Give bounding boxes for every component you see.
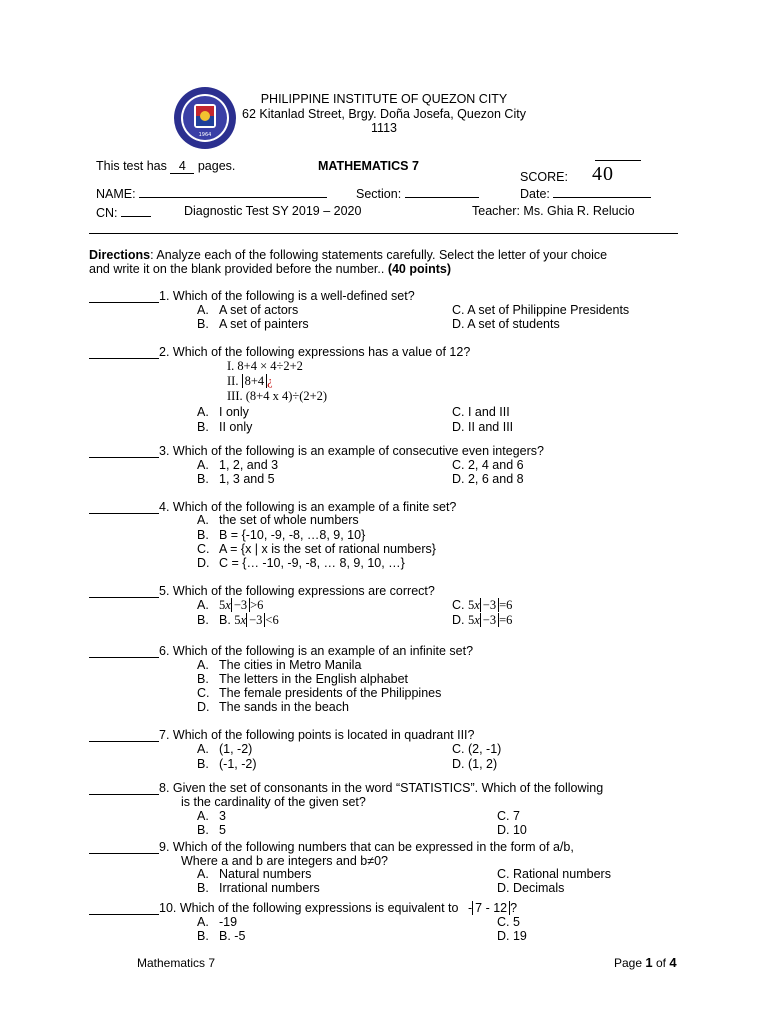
answer-blank-2[interactable] [89, 345, 159, 359]
q1-option-d: D. A set of students [452, 317, 560, 331]
q2-option-c: C. I and III [452, 405, 510, 419]
date-field[interactable]: Date: [520, 185, 651, 201]
q8-option-b: B. 5 [197, 823, 226, 837]
q5-option-d: D. 5x −3 =6 [452, 613, 513, 627]
question-8: 8. Given the set of consonants in the word “STATISTICS”. Which of the following [89, 781, 603, 795]
q4-option-c: C. A = {x | x is the set of rational numbers} [197, 542, 436, 556]
page-counter: Page 1 of 4 [614, 955, 677, 970]
school-address: 62 Kitanlad Street, Brgy. Doña Josefa, Quezon City [242, 107, 526, 121]
school-zip: 1113 [371, 121, 397, 135]
q8-option-c: C. 7 [497, 809, 520, 823]
answer-blank-1[interactable] [89, 289, 159, 303]
q2-option-a: A. I only [197, 405, 249, 419]
question-10: 10. Which of the following expressions is equivalent to - 7 - 12 ? [89, 901, 517, 915]
q1-option-b: B. A set of painters [197, 317, 309, 331]
q5-option-c: C. 5x −3 =6 [452, 598, 513, 612]
q1-option-a: A. A set of actors [197, 303, 299, 317]
q8-option-a: A. 3 [197, 809, 226, 823]
q5-option-a: A. 5x −3 >6 [197, 598, 264, 612]
directions-line2: and write it on the blank provided before the number.. (40 points) [89, 262, 452, 276]
q2-expression-i: I. 8+4 × 4÷2+2 [227, 359, 303, 373]
answer-blank-5[interactable] [89, 584, 159, 598]
answer-blank-9[interactable] [89, 840, 159, 854]
q9-option-a: A. Natural numbers [197, 867, 312, 881]
q8-option-d: D. 10 [497, 823, 527, 837]
directions-line1: Directions: Analyze each of the following statements carefully. Select the letter of your choice [89, 248, 608, 262]
pages-info: This test has 4 pages. [96, 159, 236, 173]
q3-option-b: B. 1, 3 and 5 [197, 472, 275, 486]
score-line [595, 160, 641, 161]
q6-option-a: A. The cities in Metro Manila [197, 658, 362, 672]
question-1: 1. Which of the following is a well-defined set? [89, 289, 415, 303]
school-name: PHILIPPINE INSTITUTE OF QUEZON CITY [260, 92, 508, 106]
q4-option-b: B. B = {-10, -9, -8, …8, 9, 10} [197, 528, 366, 542]
q9-option-c: C. Rational numbers [497, 867, 611, 881]
q7-option-c: C. (2, -1) [452, 742, 502, 756]
question-7: 7. Which of the following points is located in quadrant III? [89, 728, 474, 742]
q3-option-d: D. 2, 6 and 8 [452, 472, 524, 486]
answer-blank-10[interactable] [89, 901, 159, 915]
q2-expression-iii: III. (8+4 x 4)÷(2+2) [227, 389, 328, 403]
pages-value: 4 [170, 159, 194, 174]
q5-option-b: B. B. 5x −3 <6 [197, 613, 279, 627]
q3-option-a: A. 1, 2, and 3 [197, 458, 279, 472]
footer-subject: Mathematics 7 [137, 956, 216, 970]
test-title: Diagnostic Test SY 2019 – 2020 [184, 204, 362, 218]
subject-title: MATHEMATICS 7 [318, 159, 419, 173]
q2-option-d: D. II and III [452, 420, 514, 434]
header-divider [89, 233, 678, 234]
q7-option-a: A. (1, -2) [197, 742, 253, 756]
q3-option-c: C. 2, 4 and 6 [452, 458, 524, 472]
question-2: 2. Which of the following expressions has a value of 12? [89, 345, 470, 359]
teacher-name: Teacher: Ms. Ghia R. Relucio [472, 204, 635, 218]
question-5: 5. Which of the following expressions are correct? [89, 584, 435, 598]
q9-option-d: D. Decimals [497, 881, 565, 895]
question-9: 9. Which of the following numbers that can be expressed in the form of a/b, [89, 840, 574, 854]
q9-option-b: B. Irrational numbers [197, 881, 320, 895]
q2-expression-ii: II. 8+4 ¿ [227, 374, 273, 388]
q6-option-d: D. The sands in the beach [197, 700, 349, 714]
question-4: 4. Which of the following is an example of a finite set? [89, 500, 456, 514]
q8-stem-continued: is the cardinality of the given set? [181, 795, 366, 809]
q4-option-d: D. C = {… -10, -9, -8, … 8, 9, 10, …} [197, 556, 405, 570]
q9-stem-continued: Where a and b are integers and b≠0? [181, 854, 388, 868]
q10-option-c: C. 5 [497, 915, 520, 929]
question-6: 6. Which of the following is an example of an infinite set? [89, 644, 473, 658]
q1-option-c: C. A set of Philippine Presidents [452, 303, 630, 317]
q10-option-d: D. 19 [497, 929, 527, 943]
score-value: 40 [592, 163, 614, 185]
answer-blank-4[interactable] [89, 500, 159, 514]
q6-option-b: B. The letters in the English alphabet [197, 672, 409, 686]
q4-option-a: A. the set of whole numbers [197, 513, 359, 527]
answer-blank-8[interactable] [89, 781, 159, 795]
question-3: 3. Which of the following is an example of consecutive even integers? [89, 444, 544, 458]
q7-option-d: D. (1, 2) [452, 757, 498, 771]
cn-field[interactable]: CN: [96, 204, 151, 220]
q6-option-c: C. The female presidents of the Philippines [197, 686, 442, 700]
q7-option-b: B. (-1, -2) [197, 757, 257, 771]
section-field[interactable]: Section: [356, 185, 479, 201]
name-field[interactable]: NAME: [96, 185, 327, 201]
score-label: SCORE: [520, 170, 568, 184]
q10-option-a: A. -19 [197, 915, 238, 929]
q10-option-b: B. B. -5 [197, 929, 246, 943]
answer-blank-6[interactable] [89, 644, 159, 658]
q2-option-b: B. II only [197, 420, 253, 434]
answer-blank-3[interactable] [89, 444, 159, 458]
answer-blank-7[interactable] [89, 728, 159, 742]
svg-text:1964: 1964 [198, 132, 212, 138]
